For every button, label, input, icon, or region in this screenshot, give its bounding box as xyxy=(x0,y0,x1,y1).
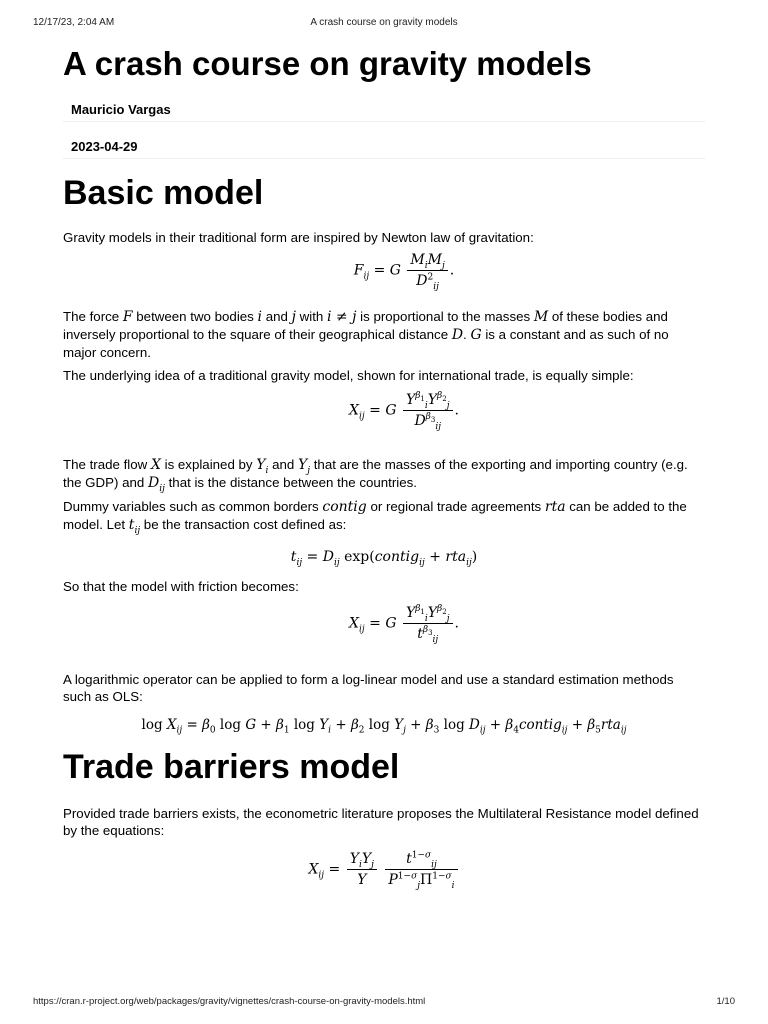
equation-log-linear: $\log X_{ij} = \beta_0$ $\log G + \beta_1$ $\log Y_i + \beta_2$ $\log Y_j + \beta_3$ $\log D_{ij}$ + $\beta_4contig_{ij} + \beta_5rta_{ij}$ xyxy=(141,717,627,736)
article-author: Mauricio Vargas xyxy=(63,99,705,122)
equation-friction-model: $X_{ij} = G$ $\frac{Y^{\beta_1}_iY^{\beta_2}_j}{t^{\beta_3}_{ij}}$ . xyxy=(349,604,459,645)
paragraph-dummy-variables: Dummy variables such as common borders contig or regional trade agreements rta can be added to the model. Let $t_{ij}$ be the transaction cost defined as: xyxy=(63,499,687,536)
print-page-number: 1/10 xyxy=(716,996,735,1007)
paragraph-trade-flow: The trade flow X is explained by $Y_i$ and $Y_j$ that are the masses of the exporting and importing country (e.g. the GDP) and $D_{ij}$ that is the distance between the countries. xyxy=(63,457,688,494)
section-heading-trade-barriers: Trade barriers model xyxy=(63,748,400,786)
article-title: A crash course on gravity models xyxy=(63,45,592,82)
print-footer-url: https://cran.r-project.org/web/packages/gravity/vignettes/crash-course-on-gravity-models.html xyxy=(33,996,426,1007)
equation-multilateral-resistance: $X_{ij}$ = $\frac{Y_iY_j}{Y}$ $\frac{t^{1-\sigma}_{ij}}{P^{1-\sigma}_j\Pi^{1-\sigma}_i}$ xyxy=(63,849,705,905)
paragraph-traditional: The underlying idea of a traditional gravity model, shown for international trade, is equally simple: xyxy=(63,368,634,383)
print-header-title: A crash course on gravity models xyxy=(310,17,458,28)
equation-newton: $F_{ij} = G$ $\frac{M_iM_j}{D^2_{ij}}$ . xyxy=(353,252,455,292)
paragraph-force: The force F between two bodies i and j with i ≠ j is proportional to the masses M of these bodies and inversely proportional to the square of their geographical distance D. G is a constant and as such of no major concern. xyxy=(63,309,669,360)
equation-trade-gravity: $X_{ij} = G$ $\frac{Y^{\beta_1}_iY^{\beta_2}_j}{D^{\beta_3}_{ij}}$ . xyxy=(349,391,459,432)
article-date: 2023-04-29 xyxy=(63,136,705,159)
paragraph-trade-barriers: Provided trade barriers exists, the econometric literature proposes the Multilateral Resistance model defined by the equations: xyxy=(63,806,699,838)
equation-transaction-cost: $t_{ij} = D_{ij}$ exp(contig$_{ij}$ + rta$_{ij}$) xyxy=(290,549,478,568)
article-content xyxy=(63,43,705,905)
paragraph-friction: So that the model with friction becomes: xyxy=(63,579,299,594)
print-timestamp: 12/17/23, 2:04 AM xyxy=(33,17,115,28)
paragraph-log-operator: A logarithmic operator can be applied to form a log-linear model and use a standard estimation methods such as OLS: xyxy=(63,672,674,704)
section-heading-basic-model: Basic model xyxy=(63,174,264,212)
paragraph-intro: Gravity models in their traditional form are inspired by Newton law of gravitation: xyxy=(63,230,534,245)
